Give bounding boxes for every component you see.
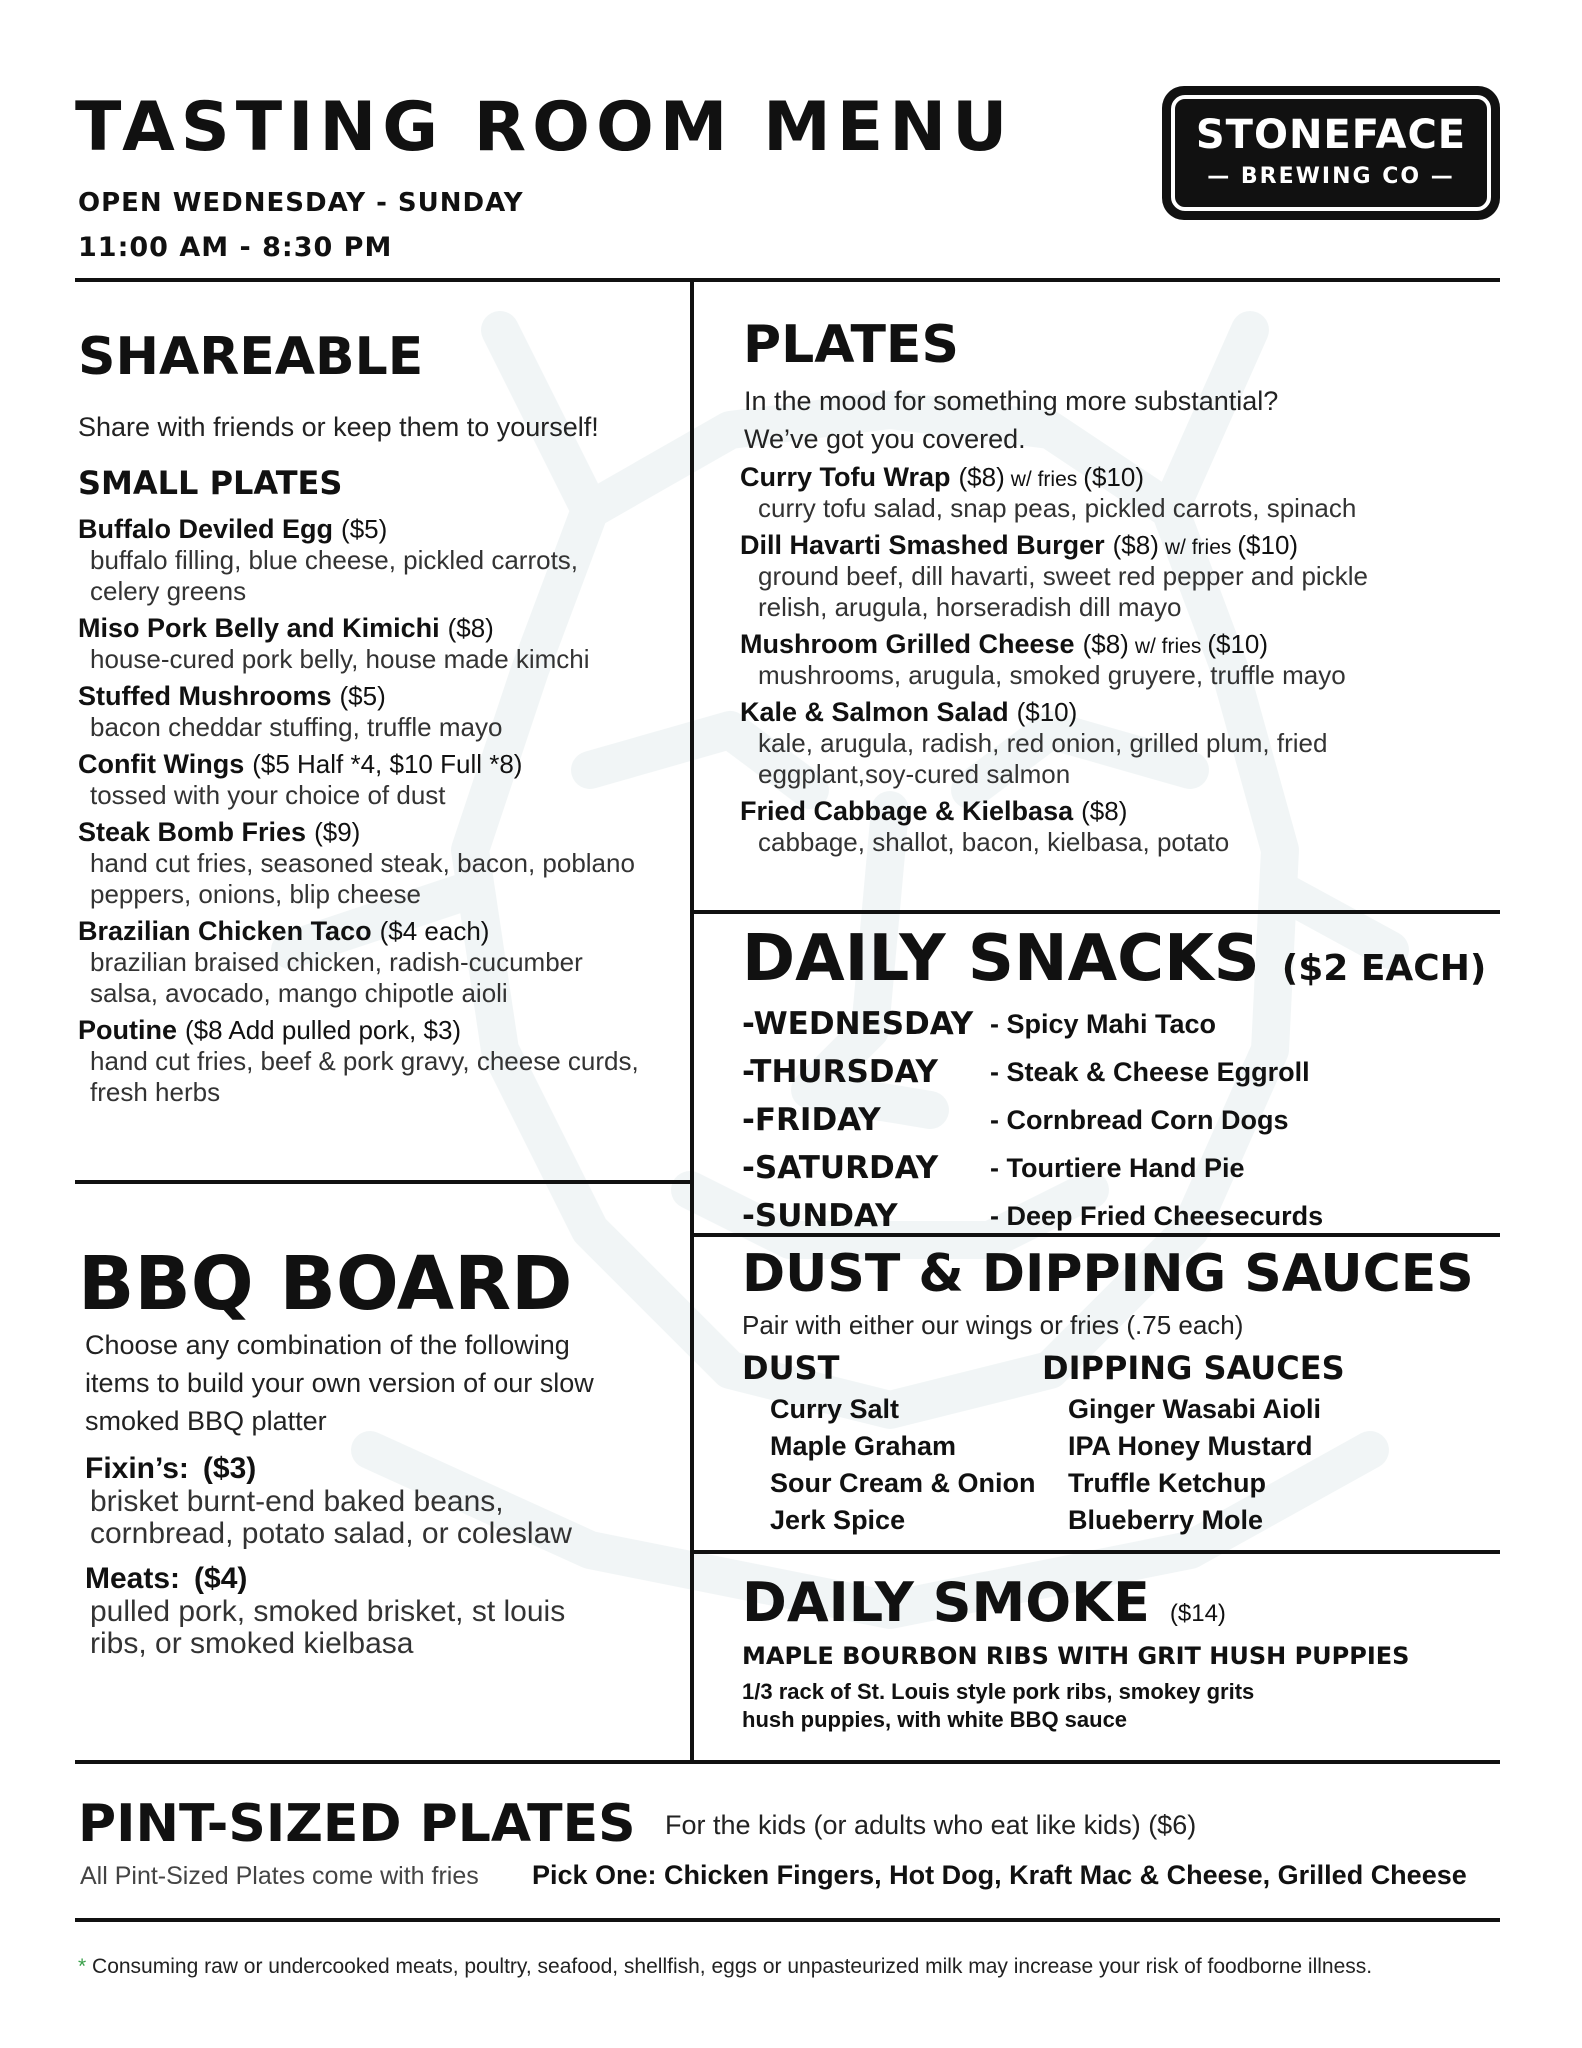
dust-divider: [692, 1550, 1500, 1554]
item-name: Dill Havarti Smashed Burger: [740, 530, 1105, 560]
snack-item: - Cornbread Corn Dogs: [990, 1104, 1289, 1135]
shareable-section: [78, 326, 678, 1114]
shareable-title: SHAREABLE: [78, 327, 424, 387]
item-price: ($5 Half *4, $10 Full *8): [252, 749, 523, 779]
snack-row: [742, 1048, 1502, 1096]
open-days: OPEN WEDNESDAY - SUNDAY: [78, 188, 524, 218]
center-divider: [690, 278, 694, 1761]
snack-day: -WEDNESDAY: [742, 1006, 974, 1042]
shareable-item: [78, 514, 678, 607]
snack-day: -FRIDAY: [742, 1102, 881, 1138]
footer-text: Consuming raw or undercooked meats, poultry, seafood, shellfish, eggs or unpasteurized milk may increase your risk of foodborne illness.: [92, 1955, 1373, 1978]
item-description: tossed with your choice of dust: [90, 780, 446, 810]
shareable-item: [78, 681, 678, 743]
open-hours: 11:00 AM - 8:30 PM: [78, 232, 393, 263]
item-extra-price: ($10): [1083, 462, 1144, 492]
bottom-divider: [75, 1760, 1500, 1764]
item-extra-price: ($10): [1237, 530, 1299, 560]
bbq-group-description: brisket burnt-end baked beans, cornbread, potato salad, or coleslaw: [90, 1485, 572, 1550]
item-description: kale, arugula, radish, red onion, grilled plum, fried eggplant,soy-cured salmon: [758, 728, 1328, 789]
snack-row: [742, 1144, 1502, 1192]
logo: [1162, 86, 1500, 220]
bbq-group-price: ($4): [194, 1562, 248, 1595]
logo-name: STONEFACE: [1195, 112, 1467, 158]
item-name: Kale & Salmon Salad: [740, 697, 1009, 727]
plate-item: [740, 629, 1460, 691]
snack-row: [742, 1000, 1502, 1048]
item-price: ($8): [1081, 796, 1128, 826]
snacks-title: DAILY SNACKS: [742, 922, 1260, 996]
shareable-item: [78, 1015, 678, 1108]
plates-section: [740, 314, 1460, 864]
snack-day: -SUNDAY: [742, 1198, 898, 1234]
shareable-item: [78, 613, 678, 675]
snack-item: - Tourtiere Hand Pie: [990, 1152, 1245, 1183]
smoke-price: ($14): [1169, 1600, 1226, 1627]
dust-item: Maple Graham: [770, 1431, 957, 1461]
item-description: hand cut fries, seasoned steak, bacon, poblano peppers, onions, blip cheese: [90, 848, 635, 909]
snack-day: -THURSDAY: [742, 1054, 938, 1090]
sauce-item: Truffle Ketchup: [1068, 1468, 1267, 1498]
item-description: mushrooms, arugula, smoked gruyere, truffle mayo: [758, 660, 1346, 690]
dust-section: [742, 1242, 1502, 1539]
plates-intro: In the mood for something more substantial? We’ve got you covered.: [744, 386, 1279, 454]
shareable-intro: Share with friends or keep them to yourself!: [78, 412, 599, 442]
item-name: Buffalo Deviled Egg: [78, 514, 334, 544]
dust-intro: Pair with either our wings or fries (.75 each): [742, 1310, 1244, 1340]
item-name: Brazilian Chicken Taco: [78, 916, 372, 946]
plate-item: [740, 530, 1460, 623]
dust-label: DUST: [742, 1349, 840, 1387]
dust-item: Curry Salt: [770, 1394, 900, 1424]
shareable-item: [78, 916, 678, 1009]
top-divider: [75, 278, 1500, 282]
footer-star: *: [78, 1955, 87, 1978]
bbq-group: [85, 1562, 678, 1660]
item-price: ($9): [314, 817, 361, 847]
sauce-label: DIPPING SAUCES: [1042, 1349, 1345, 1387]
item-description: curry tofu salad, snap peas, pickled carrots, spinach: [758, 493, 1357, 523]
smoke-title: DAILY SMOKE: [742, 1571, 1150, 1634]
plate-item: [740, 697, 1460, 790]
item-description: house-cured pork belly, house made kimchi: [90, 644, 590, 674]
page-title: TASTING ROOM MENU: [75, 88, 1014, 167]
item-extra: w/ fries: [1134, 635, 1202, 658]
sauce-item: Blueberry Mole: [1068, 1505, 1264, 1535]
bbq-title: BBQ BOARD: [78, 1241, 573, 1327]
item-price: ($5): [341, 514, 388, 544]
sauce-item: IPA Honey Mustard: [1068, 1431, 1313, 1461]
item-name: Fried Cabbage & Kielbasa: [740, 796, 1074, 826]
plates-title: PLATES: [743, 315, 959, 375]
item-name: Miso Pork Belly and Kimichi: [78, 613, 440, 643]
dust-title: DUST & DIPPING SAUCES: [742, 1244, 1474, 1304]
item-description: bacon cheddar stuffing, truffle mayo: [90, 712, 503, 742]
snack-row: [742, 1192, 1502, 1240]
shareable-item: [78, 749, 678, 811]
item-price: ($8): [1112, 530, 1159, 560]
bbq-section: [78, 1240, 678, 1672]
plate-item: [740, 462, 1460, 524]
item-price: ($8 Add pulled pork, $3): [185, 1015, 462, 1045]
item-name: Confit Wings: [78, 749, 245, 779]
footer-disclaimer: [78, 1955, 1372, 1979]
snacks-price: ($2 EACH): [1281, 948, 1487, 989]
item-name: Stuffed Mushrooms: [78, 681, 332, 711]
bbq-group-description: pulled pork, smoked brisket, st louis ribs, or smoked kielbasa: [90, 1595, 566, 1660]
bbq-group-label: Meats:: [85, 1562, 181, 1595]
dust-item: Sour Cream & Onion: [770, 1468, 1036, 1498]
item-description: ground beef, dill havarti, sweet red pepper and pickle relish, arugula, horseradish dill mayo: [758, 561, 1368, 622]
pint-tagline: For the kids (or adults who eat like kids) ($6): [665, 1810, 1197, 1840]
item-price: ($4 each): [379, 916, 490, 946]
item-price: ($8): [958, 462, 1005, 492]
pint-pick: Pick One: Chicken Fingers, Hot Dog, Kraft Mac & Cheese, Grilled Cheese: [532, 1860, 1467, 1890]
logo-subtitle: — BREWING CO —: [1207, 164, 1455, 189]
smoke-description: 1/3 rack of St. Louis style pork ribs, smokey grits hush puppies, with white BBQ sauce: [742, 1679, 1255, 1732]
snack-day: -SATURDAY: [742, 1150, 939, 1186]
item-extra: w/ fries: [1164, 536, 1232, 559]
pint-title: PINT-SIZED PLATES: [78, 1794, 636, 1854]
bbq-group-label: Fixin’s:: [85, 1452, 189, 1485]
bbq-group-price: ($3): [202, 1452, 257, 1485]
bbq-group: [85, 1452, 678, 1550]
smoke-section: [742, 1570, 1502, 1734]
plate-item: [740, 796, 1460, 858]
item-description: cabbage, shallot, bacon, kielbasa, potato: [758, 827, 1230, 857]
snack-item: - Deep Fried Cheesecurds: [990, 1200, 1324, 1231]
bbq-intro: Choose any combination of the following items to build your own version of our slow smoked BBQ platter: [85, 1330, 594, 1436]
item-description: brazilian braised chicken, radish-cucumber salsa, avocado, mango chipotle aioli: [90, 947, 583, 1008]
item-price: ($8): [447, 613, 494, 643]
small-plates-subtitle: SMALL PLATES: [78, 464, 343, 502]
item-extra-price: ($10): [1207, 629, 1269, 659]
item-price: ($10): [1016, 697, 1078, 727]
snack-item: - Steak & Cheese Eggroll: [990, 1056, 1310, 1087]
snack-row: [742, 1096, 1502, 1144]
item-name: Mushroom Grilled Cheese: [740, 629, 1075, 659]
plates-divider: [692, 910, 1500, 914]
item-description: buffalo filling, blue cheese, pickled carrots, celery greens: [90, 545, 579, 606]
item-description: hand cut fries, beef & pork gravy, cheese curds, fresh herbs: [90, 1046, 639, 1107]
shareable-item: [78, 817, 678, 910]
dust-item: Jerk Spice: [770, 1505, 906, 1535]
pint-note: All Pint-Sized Plates come with fries: [80, 1862, 479, 1890]
item-price: ($5): [339, 681, 386, 711]
sauce-item: Ginger Wasabi Aioli: [1068, 1394, 1322, 1424]
footer-divider: [75, 1918, 1500, 1922]
item-name: Curry Tofu Wrap: [740, 462, 951, 492]
left-mid-divider: [75, 1180, 692, 1184]
item-name: Poutine: [78, 1015, 177, 1045]
item-price: ($8): [1082, 629, 1129, 659]
snacks-section: [742, 920, 1502, 1240]
snack-item: - Spicy Mahi Taco: [990, 1008, 1217, 1039]
smoke-subtitle: MAPLE BOURBON RIBS WITH GRIT HUSH PUPPIES: [742, 1642, 1410, 1670]
item-name: Steak Bomb Fries: [78, 817, 307, 847]
item-extra: w/ fries: [1010, 468, 1078, 491]
